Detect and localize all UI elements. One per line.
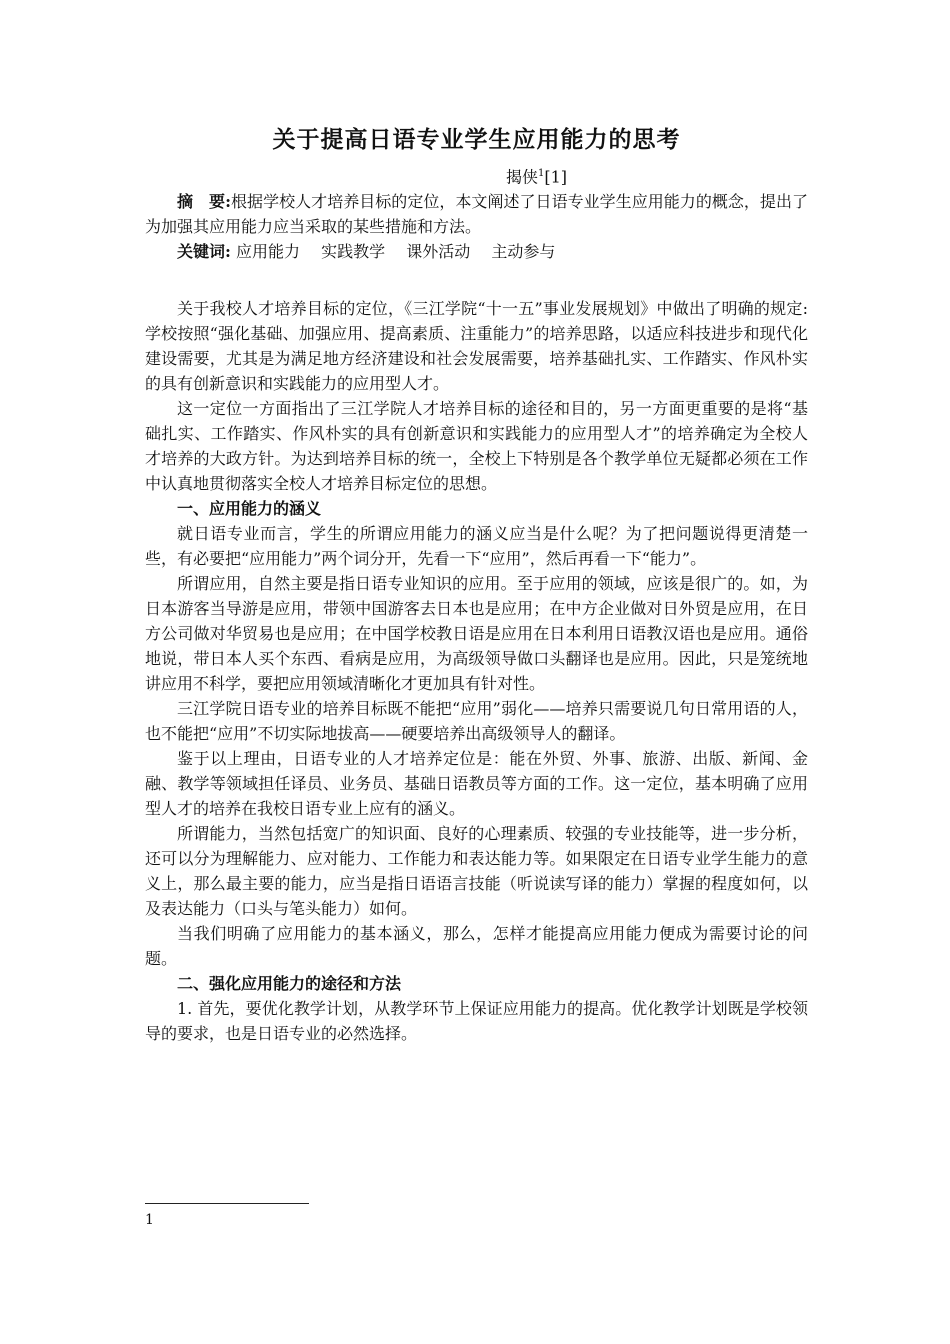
keyword-item: 主动参与 [491,242,556,262]
keyword-item: 课外活动 [406,242,471,262]
footnote-number: 1 [145,1212,154,1228]
keyword-item: 实践教学 [321,242,386,262]
author-line [265,162,808,189]
section-heading: 一、应用能力的涵义 [177,499,322,519]
author-name: 揭侠 [505,167,538,187]
intro-paragraph: 这一定位一方面指出了三江学院人才培养目标的途径和目的，另一方面更重要的是将“基础扎实、工作踏实、作风朴实的具有创新意识和实践能力的应用型人才”的培养确定为全校人才培养的大政方针。为达到培养目标的统一，全校上下特别是各个教学单位无疑都必须在工作中认真地贯彻落实全校人才培养目标定位的思想。 [145,399,808,494]
body-paragraph: 鉴于以上理由，日语专业的人才培养定位是：能在外贸、外事、旅游、出版、新闻、金融、教学等领域担任译员、业务员、基础日语教员等方面的工作。这一定位，基本明确了应用型人才的培养在我校日语专业上应有的涵义。 [145,749,808,819]
body-paragraph: 当我们明确了应用能力的基本涵义，那么，怎样才能提高应用能力便成为需要讨论的问题。 [145,924,808,969]
section-heading: 二、强化应用能力的途径和方法 [177,974,402,994]
body-paragraph: 就日语专业而言，学生的所谓应用能力的涵义应当是什么呢？为了把问题说得更清楚一些，有必要把“应用能力”两个词分开，先看一下“应用”，然后再看一下“能力”。 [145,524,808,569]
body-paragraph: 1. 首先，要优化教学计划，从教学环节上保证应用能力的提高。优化教学计划既是学校领导的要求，也是日语专业的必然选择。 [145,999,808,1044]
document-page [145,122,808,1046]
keywords-label: 关键词: [177,242,231,262]
document-title: 关于提高日语专业学生应用能力的思考 [272,126,681,153]
author-reference: [1] [544,167,568,187]
author-footnote-marker[interactable]: 1 [537,168,545,179]
keyword-item: 应用能力 [236,242,301,262]
abstract-text: 根据学校人才培养目标的定位，本文阐述了日语专业学生应用能力的概念，提出了为加强其应用能力应当采取的某些措施和方法。 [145,192,808,237]
body-paragraph: 所谓应用，自然主要是指日语专业知识的应用。至于应用的领域，应该是很广的。如，为日本游客当导游是应用，带领中国游客去日本也是应用；在中方企业做对日外贸是应用，在日方公司做对华贸易也是应用；在中国学校教日语是应用在日本利用日语教汉语也是应用。通俗地说，带日本人买个东西、看病是应用，为高级领导做口头翻译也是应用。因此，只是笼统地讲应用不科学，要把应用领域清晰化才更加具有针对性。 [145,574,808,694]
footnote-separator [145,1203,309,1204]
abstract-label: 摘 要: [177,192,231,212]
intro-paragraph: 关于我校人才培养目标的定位，《三江学院“十一五”事业发展规划》中做出了明确的规定:学校按照“强化基础、加强应用、提高素质、注重能力”的培养思路，以适应科技进步和现代化建设需要，尤其是为满足地方经济建设和社会发展需要，培养基础扎实、工作踏实、作风朴实的具有创新意识和实践能力的应用型人才。 [145,299,808,394]
abstract [145,189,808,239]
spacer [145,264,808,296]
body-paragraph: 所谓能力，当然包括宽广的知识面、良好的心理素质、较强的专业技能等，进一步分析，还可以分为理解能力、应对能力、工作能力和表达能力等。如果限定在日语专业学生能力的意义上，那么最主要的能力，应当是指日语语言技能（听说读写译的能力）掌握的程度如何，以及表达能力（口头与笔头能力）如何。 [145,824,808,919]
keywords [145,239,808,264]
body-paragraph: 三江学院日语专业的培养目标既不能把“应用”弱化——培养只需要说几句日常用语的人，也不能把“应用”不切实际地拔高——硬要培养出高级领导人的翻译。 [145,699,808,744]
